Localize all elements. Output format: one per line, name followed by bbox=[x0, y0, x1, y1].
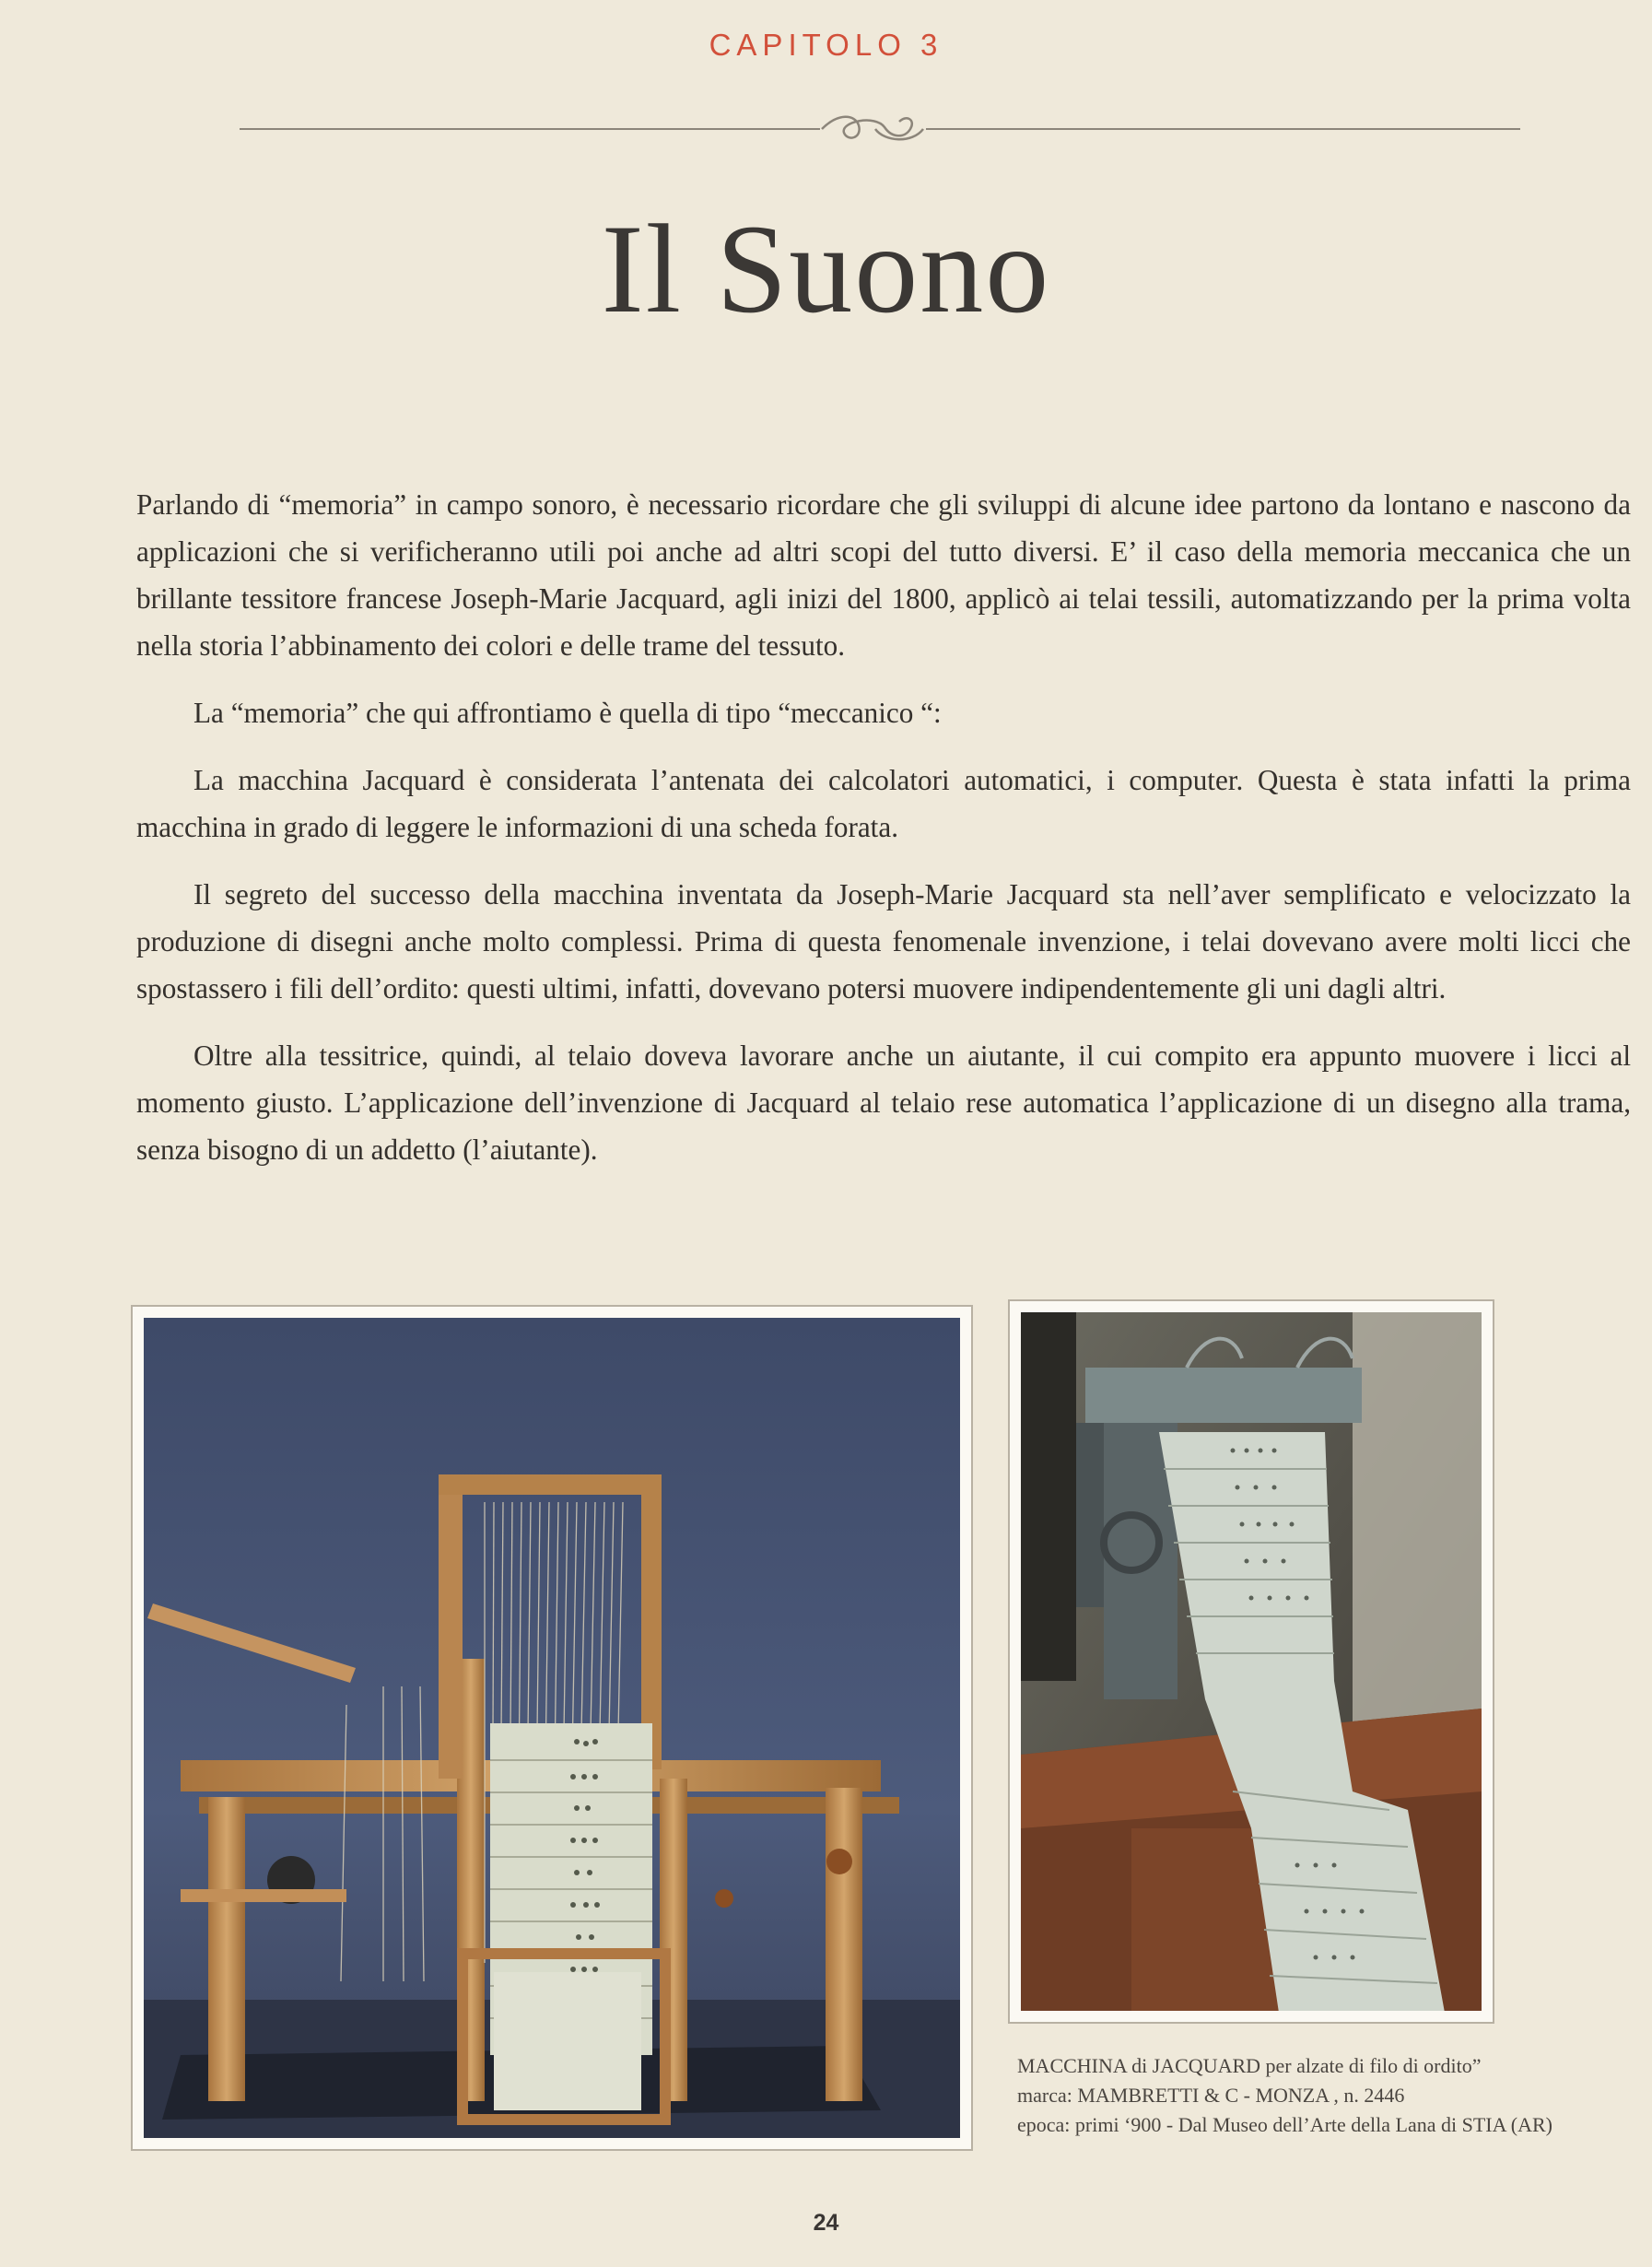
caption-line: MACCHINA di JACQUARD per alzate di filo di ordito” bbox=[1017, 2054, 1482, 2077]
jacquard-machine-photo bbox=[1021, 1312, 1482, 2011]
paragraph: La macchina Jacquard è considerata l’antenata dei calcolatori automatici, i computer. Questa è stata infatti la prima macchina in grado di leggere le informazioni di una scheda forata. bbox=[136, 764, 1631, 843]
chapter-label: CAPITOLO 3 bbox=[709, 28, 943, 62]
loom-model-photo bbox=[144, 1318, 960, 2138]
caption-line: epoca: primi ‘900 - Dal Museo dell’Arte della Lana di STIA (AR) bbox=[1017, 2113, 1553, 2136]
photo-frame-loom bbox=[131, 1305, 973, 2151]
figure-caption bbox=[1017, 2051, 1625, 2140]
article-body bbox=[136, 481, 1631, 1193]
paragraph: La “memoria” che qui affrontiamo è quella di tipo “meccanico “: bbox=[193, 697, 942, 729]
paragraph: Parlando di “memoria” in campo sonoro, è necessario ricordare che gli sviluppi di alcune idee partono da lontano e nascono da applicazioni che si verificheranno utili poi anche ad altri scopi del tutto diversi. E’ il caso della memoria meccanica che un brillante tessitore francese Joseph-Marie Jacquard, agli inizi del 1800, applicò ai telai tessili, automatizzando per la prima volta nella storia l’abbinamento dei colori e delle trame del tessuto. bbox=[136, 488, 1631, 662]
ornament-divider bbox=[240, 101, 1520, 157]
page-title: Il Suono bbox=[601, 198, 1051, 339]
paragraph: Oltre alla tessitrice, quindi, al telaio doveva lavorare anche un aiutante, il cui compito era appunto muovere i licci al momento giusto. L’applicazione dell’invenzione di Jacquard al telaio rese automatica l’applicazione di un disegno alla trama, senza bisogno di un addetto (l’aiutante). bbox=[136, 1040, 1631, 1166]
photo-frame-jacquard bbox=[1008, 1299, 1494, 2024]
paragraph: Il segreto del successo della macchina inventata da Joseph-Marie Jacquard sta nell’aver semplificato e velocizzato la produzione di disegni anche molto complessi. Prima di questa fenomenale invenzione, i telai dovevano avere molti licci che spostassero i fili dell’ordito: questi ultimi, infatti, dovevano potersi muovere indipendentemente gli uni dagli altri. bbox=[136, 878, 1631, 1004]
caption-line: marca: MAMBRETTI & C - MONZA , n. 2446 bbox=[1017, 2084, 1405, 2107]
page-number: 24 bbox=[813, 2210, 839, 2236]
